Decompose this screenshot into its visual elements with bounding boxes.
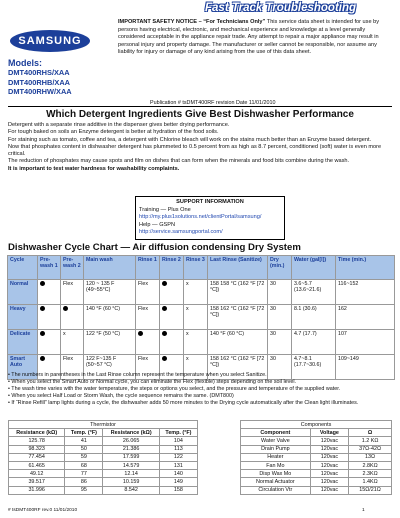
step-cell	[160, 330, 184, 355]
column-header: Pre-wash 1	[38, 256, 61, 280]
cell: 31.996	[9, 486, 65, 494]
cell: 8.542	[103, 486, 159, 494]
cell: 59	[65, 453, 103, 461]
section-title: Which Detergent Ingredients Give Best Dishwasher Performance	[46, 109, 354, 120]
cell: 14.579	[103, 461, 159, 469]
page-number: 1	[362, 508, 365, 513]
water-cell: 4.7 (17.7)	[292, 330, 336, 355]
safety-notice	[118, 19, 393, 57]
note: • When you select the Smart Auto or Normal cycle, you can eliminate the Flex (flexible) steps depending on the soil level.	[8, 379, 297, 386]
thermistor-caption: Thermistor	[9, 421, 198, 429]
column-header: Main wash	[84, 256, 136, 280]
cell: Water Valve	[241, 437, 311, 445]
training-link[interactable]: http://my.plus1solutions.net/clientPortal/samsung/	[139, 214, 262, 221]
divider	[8, 106, 392, 107]
paragraph: Detergent with a separate rinse additive in the dispenser gives better drying performance.	[8, 122, 230, 128]
dry-cell: 30	[268, 305, 292, 330]
cell: Heater	[241, 453, 311, 461]
notice-body: This service data sheet is intended for use by persons having electrical, electronic, and mechanical experience and knowledge at a level generally considered acceptable in the appliance repair trade. Any attempt to repair a major appliance may result in personal injury and property damage. The manufacturer or seller cannot be responsible, nor assume any liability for injury or damage of any kind arising from the use of this data sheet.	[118, 19, 380, 56]
water-cell: 4.7~8.1 (17.7~30.6)	[292, 355, 336, 380]
cycle-name: Normal	[8, 280, 38, 305]
cell: 39.517	[9, 478, 65, 486]
step-cell: Flex	[136, 280, 160, 305]
table-row	[9, 470, 198, 478]
step-cell	[160, 280, 184, 305]
note: • If “Rinse Refill” lamp lights during a cycle, the dishwasher adds 50 more minutes to the Drying cycle automatically after the Clean light illuminates.	[8, 400, 359, 407]
table-row	[241, 461, 392, 469]
detergent-info	[8, 122, 393, 173]
main-wash-cell: 122 F~135 F (50~57 °C)	[84, 355, 136, 380]
cell: 120vac	[310, 445, 348, 453]
step-dot-icon	[63, 306, 68, 311]
step-dot-icon	[162, 306, 167, 311]
model-number: DMT400RHW/XAA	[8, 87, 72, 96]
step-dot-icon	[40, 281, 45, 286]
cell: 49.12	[9, 470, 65, 478]
last-rinse-cell: 140 °F (60 °C)	[208, 330, 268, 355]
column-header: Ω	[349, 429, 392, 437]
note: • The wash time varies with the water temperature, the steps or options you select, and the pressure and temperature of the supplied water.	[8, 386, 341, 393]
note: • When you select Half Load or Storm Wash, the cycle sequence remains the same. (DMT800)	[8, 393, 234, 400]
step-cell: x	[61, 330, 84, 355]
cell: 120vac	[310, 470, 348, 478]
step-cell: x	[184, 330, 208, 355]
step-cell	[38, 280, 61, 305]
column-header: Temp. (°F)	[159, 429, 197, 437]
time-cell: 162	[336, 305, 395, 330]
model-number: DMT400RHS/XAA	[8, 68, 70, 77]
cell: 140	[159, 470, 197, 478]
cell: 10.159	[103, 478, 159, 486]
step-dot-icon	[162, 281, 167, 286]
cell: 149	[159, 478, 197, 486]
column-header: Rinse 1	[136, 256, 160, 280]
step-cell: Flex	[136, 355, 160, 380]
components-caption: Components	[241, 421, 392, 429]
step-cell: x	[184, 355, 208, 380]
cell: 13Ω	[349, 453, 392, 461]
cycle-name: Delicate	[8, 330, 38, 355]
cycle-name: Smart Auto	[8, 355, 38, 380]
step-cell: Flex	[136, 305, 160, 330]
table-row	[9, 486, 198, 494]
paragraph: For tough baked on soils an Enzyme detergent is better at hydration of the food soils.	[8, 129, 219, 136]
step-cell	[38, 305, 61, 330]
column-header: Dry (min.)	[268, 256, 292, 280]
cell: 120vac	[310, 437, 348, 445]
cell: Fan Mo	[241, 461, 311, 469]
cell: Disp Wax Mo	[241, 470, 311, 478]
step-cell: x	[184, 305, 208, 330]
table-row	[8, 330, 395, 355]
cell: Circulation Vtr	[241, 486, 311, 494]
column-header: Rinse 3	[184, 256, 208, 280]
step-cell: Flex	[61, 280, 84, 305]
table-row	[8, 280, 395, 305]
help-link[interactable]: http://service.samsungportal.com/	[139, 229, 223, 236]
models-block	[8, 58, 72, 97]
cell: Drain Pump	[241, 445, 311, 453]
column-header: Rinse 2	[160, 256, 184, 280]
time-cell: 116~152	[336, 280, 395, 305]
samsung-logo	[10, 30, 90, 52]
water-cell: 8.1 (30.6)	[292, 305, 336, 330]
cycle-notes	[8, 372, 396, 407]
thermistor-table	[8, 420, 198, 495]
cell: 77	[65, 470, 103, 478]
cell: 15Ω/21Ω	[349, 486, 392, 494]
publication-line: Publication # tsDMT400RF revision Date 11/01/2010	[150, 100, 276, 106]
cycle-chart-title: Dishwasher Cycle Chart — Air diffusion condensing Dry System	[8, 242, 301, 253]
main-wash-cell: 140 °F (60 °C)	[84, 305, 136, 330]
cell: 2.3KΩ	[349, 470, 392, 478]
cell: 26.065	[103, 437, 159, 445]
cell: 120vac	[310, 478, 348, 486]
cell: 95	[65, 486, 103, 494]
banner-title: Fast Track Troubleshooting	[205, 2, 357, 14]
column-header: Pre-wash 2	[61, 256, 84, 280]
cell: 1.4KΩ	[349, 478, 392, 486]
support-box	[135, 196, 285, 240]
dry-cell: 30	[268, 355, 292, 380]
step-dot-icon	[40, 331, 45, 336]
cell: 1.2 KΩ	[349, 437, 392, 445]
table-row	[241, 478, 392, 486]
step-cell	[61, 305, 84, 330]
column-header: Temp. (°F)	[65, 429, 103, 437]
time-cell: 109~149	[336, 355, 395, 380]
cell: 98.323	[9, 445, 65, 453]
cell: 120vac	[310, 486, 348, 494]
table-row	[9, 445, 198, 453]
step-dot-icon	[40, 306, 45, 311]
dry-cell: 30	[268, 280, 292, 305]
water-cell: 3.6~5.7 (13.6~21.6)	[292, 280, 336, 305]
column-header: Cycle	[8, 256, 38, 280]
cell: 21.386	[103, 445, 159, 453]
support-title: SUPPORT INFORMATION	[176, 199, 244, 205]
cell: 12.14	[103, 470, 159, 478]
cell: 37Ω-42Ω	[349, 445, 392, 453]
cell: 125.78	[9, 437, 65, 445]
cell: 86	[65, 478, 103, 486]
column-header: Last Rinse (Sanitize)	[208, 256, 268, 280]
components-table	[240, 420, 392, 495]
note: • The numbers in parentheses in the Last Rinse column represent the temperature when you select Sanitize.	[8, 372, 267, 378]
step-cell	[38, 330, 61, 355]
important-line: It is important to test water hardness for washability complaints.	[8, 165, 180, 172]
cycle-chart-table	[7, 255, 395, 380]
notice-title: IMPORTANT SAFETY NOTICE – “For Technicians Only”	[118, 19, 266, 25]
cell: 113	[159, 445, 197, 453]
cell: 68	[65, 461, 103, 469]
table-row	[241, 453, 392, 461]
paragraph: For staining such as tomato, coffee and tea, a detergent with Chlorine bleach will work on the stains much better than an Enzyme based detergent.	[8, 136, 372, 143]
step-dot-icon	[162, 356, 167, 361]
table-row	[241, 470, 392, 478]
table-row	[9, 453, 198, 461]
cell: 104	[159, 437, 197, 445]
last-rinse-cell: 158 162 °C (162 °F [72 °C])	[208, 305, 268, 330]
column-header: Water (gal[l])	[292, 256, 336, 280]
training-label: Training — Plus One	[139, 206, 191, 213]
step-dot-icon	[162, 331, 167, 336]
step-dot-icon	[40, 356, 45, 361]
models-label: Models:	[8, 58, 43, 68]
column-header: Time (min.)	[336, 256, 395, 280]
step-cell	[160, 305, 184, 330]
table-row	[9, 478, 198, 486]
cell: 122	[159, 453, 197, 461]
cell: Normal Actuator	[241, 478, 311, 486]
help-label: Help — GSPN	[139, 221, 176, 228]
cell: 131	[159, 461, 197, 469]
paragraph: The reduction of phosphates may cause spots and film on dishes that can form when the minerals and food bits combine during the wash.	[8, 158, 350, 165]
step-dot-icon	[138, 331, 143, 336]
main-wash-cell: 120 ~ 135 F (49~55°C)	[84, 280, 136, 305]
column-header: Resistance (kΩ)	[103, 429, 159, 437]
column-header: Component	[241, 429, 311, 437]
last-rinse-cell: 158 162 °C (162 °F [72 °C])	[208, 355, 268, 380]
dry-cell: 30	[268, 330, 292, 355]
column-header: Resistance (kΩ)	[9, 429, 65, 437]
cell: 77.454	[9, 453, 65, 461]
last-rinse-cell: 158 158 °C (162 °F [72 °C])	[208, 280, 268, 305]
cycle-name: Heavy	[8, 305, 38, 330]
cell: 50	[65, 445, 103, 453]
cell: 61.465	[9, 461, 65, 469]
table-row	[9, 461, 198, 469]
table-row	[8, 305, 395, 330]
step-cell	[136, 330, 160, 355]
cell: 120vac	[310, 453, 348, 461]
cell: 120vac	[310, 461, 348, 469]
logo-text: SAMSUNG	[18, 35, 82, 47]
table-row	[241, 437, 392, 445]
cell: 41	[65, 437, 103, 445]
step-cell: x	[184, 280, 208, 305]
cell: 17.599	[103, 453, 159, 461]
footer-doc-id: # tsDMT400RF rev.0 11/01/2010	[8, 508, 78, 513]
table-header-row	[8, 256, 395, 280]
main-wash-cell: 122 °F (50 °C)	[84, 330, 136, 355]
table-row	[9, 437, 198, 445]
table-row	[241, 486, 392, 494]
cell: 158	[159, 486, 197, 494]
column-header: Voltage	[310, 429, 348, 437]
step-cell: Flex	[61, 355, 84, 380]
table-row	[241, 445, 392, 453]
time-cell: 107	[336, 330, 395, 355]
paragraph: Now that phosphates content in dishwasher detergent has plummeted to 0.5 percent from as high as 8.7 percent, conditioned (soft) water is even more critical.	[8, 143, 382, 158]
model-number: DMT400RHB/XAA	[8, 77, 71, 87]
cell: 2.8KΩ	[349, 461, 392, 469]
